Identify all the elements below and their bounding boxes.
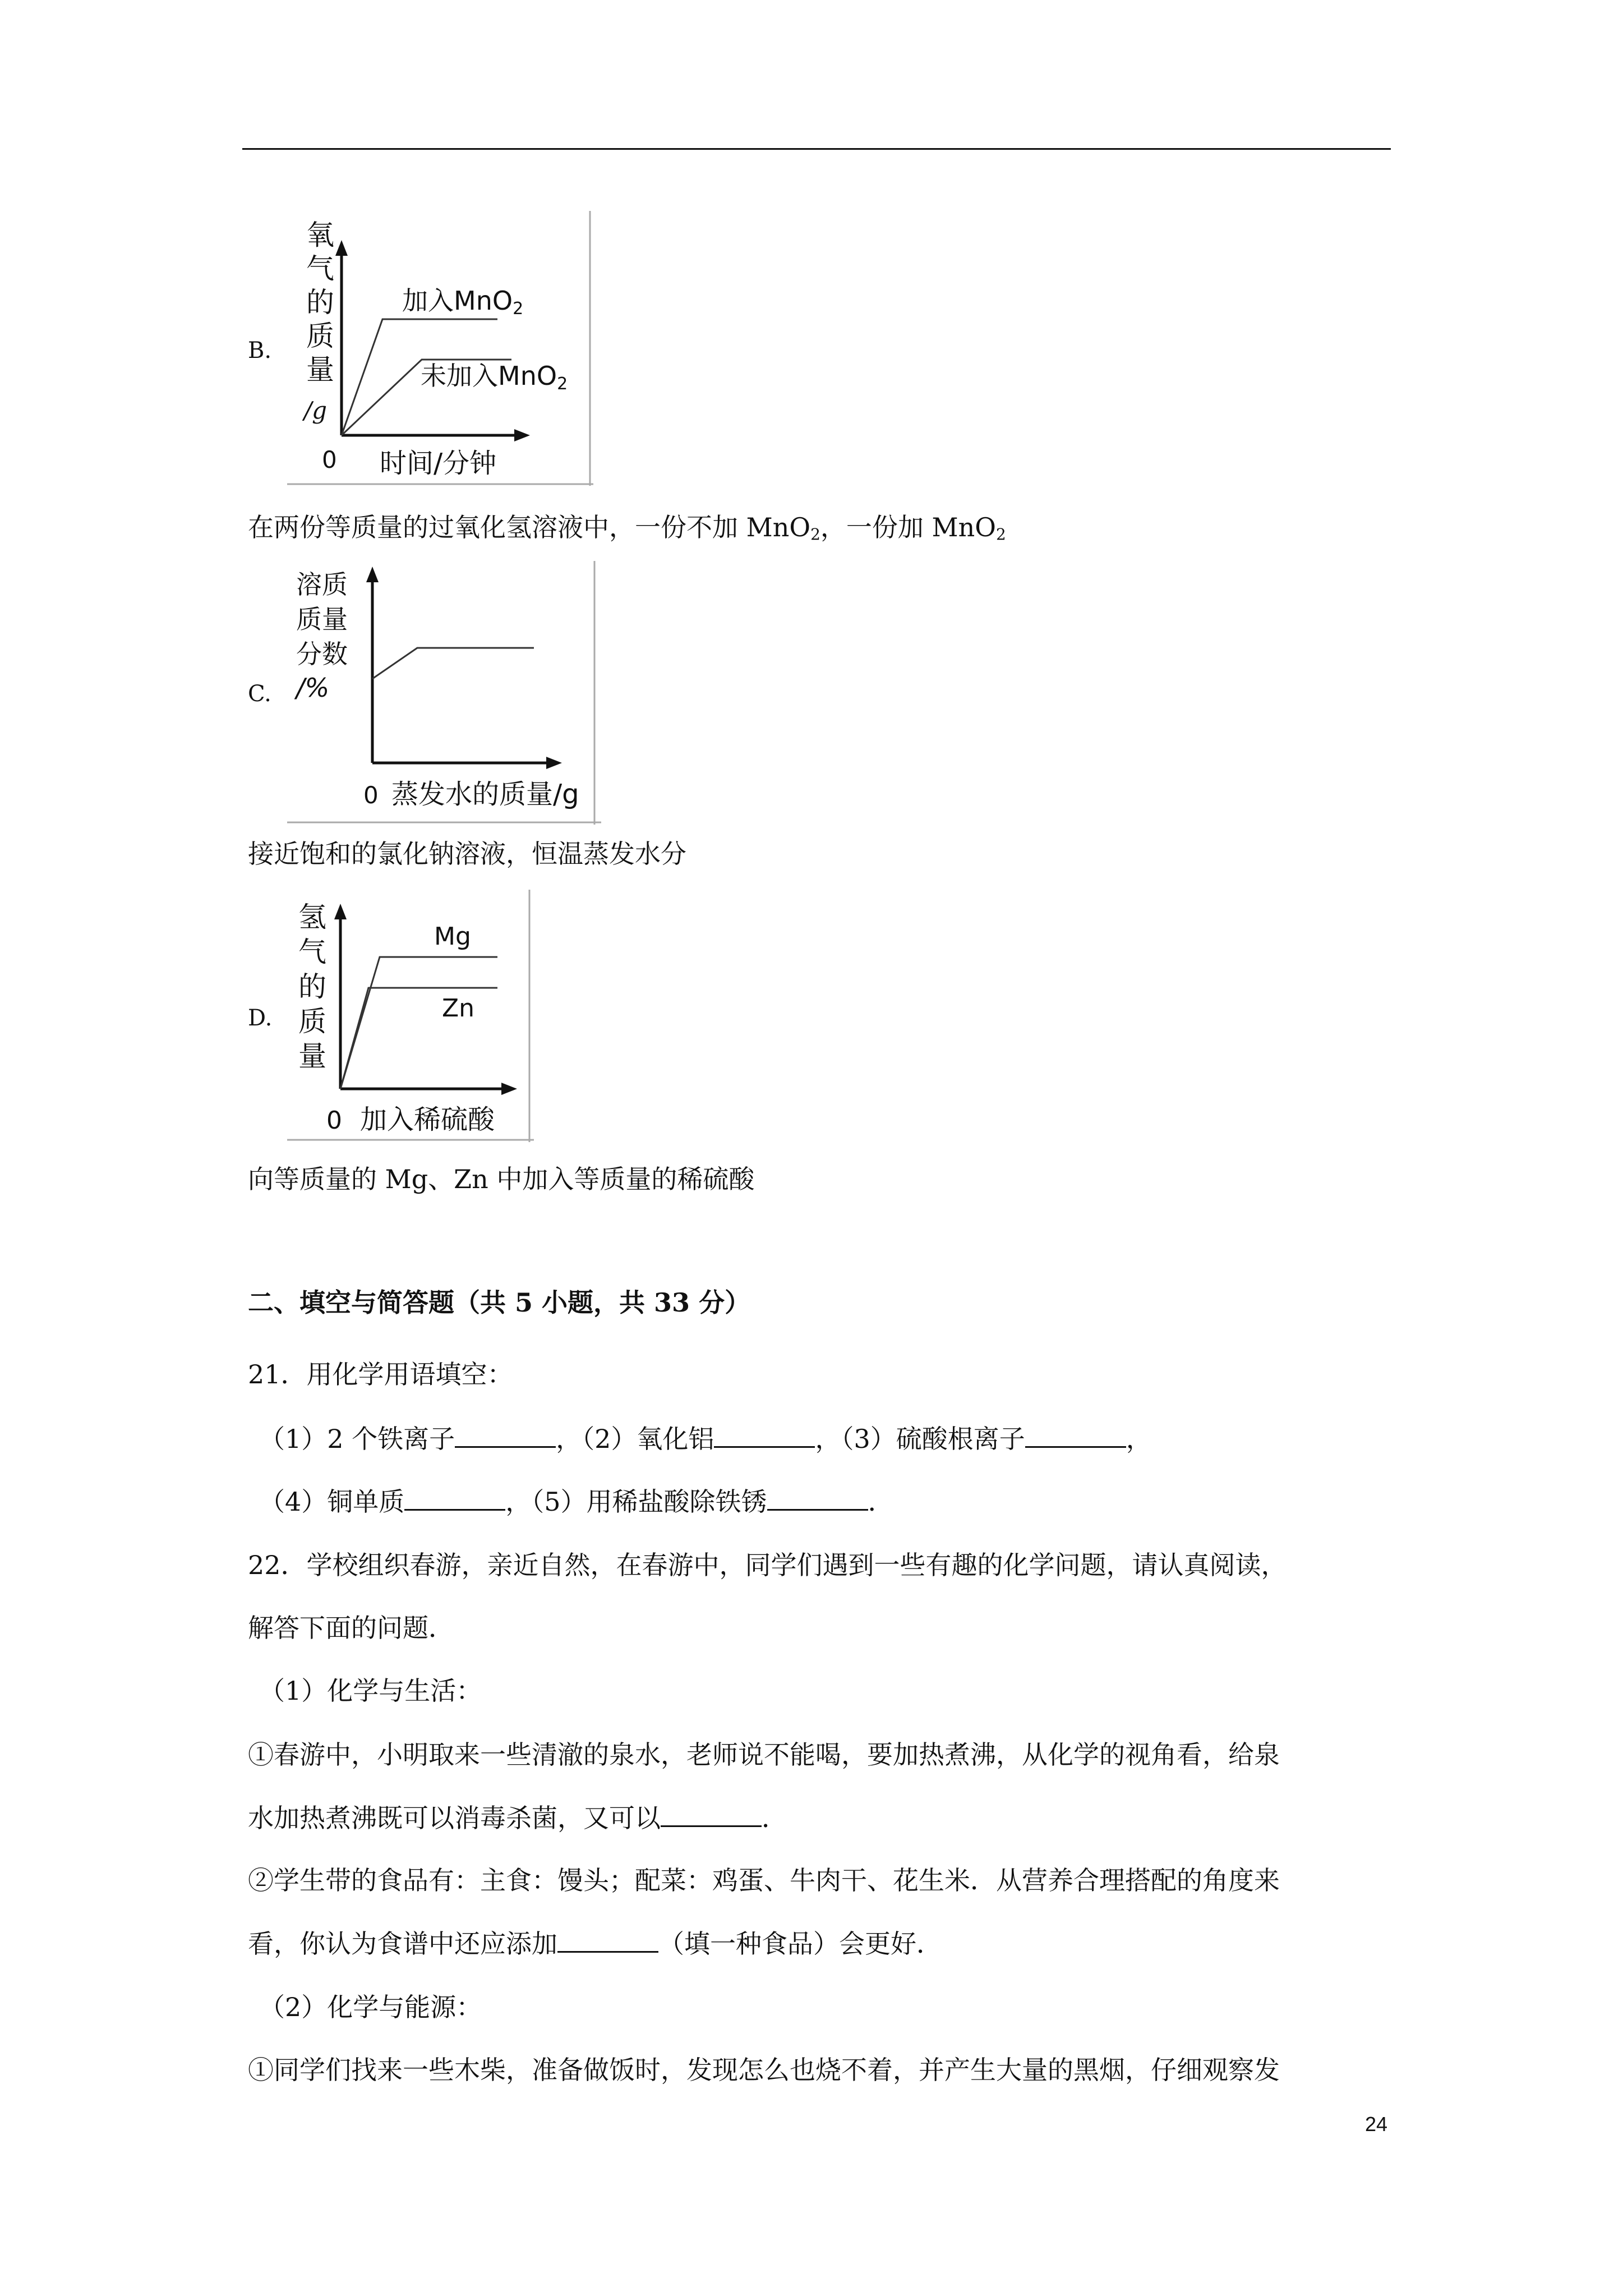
header-rule [242,148,1391,150]
q21-line1: （1）2 个铁离子 ，（2）氧化铝 ，（3）硫酸根离子 ， [259,1421,1152,1456]
figc-xlabel: 蒸发水的质量/g [391,779,579,810]
caption-d: 向等质量的 Mg、Zn 中加入等质量的稀硫酸 [248,1164,755,1194]
figc-ylabel-0: 溶质 [296,569,348,600]
answer-blank-3[interactable] [1025,1421,1126,1448]
figb-ylabel-0: 氧 [306,219,334,251]
figb-ylabel-2: 的 [306,286,334,319]
figure-d [287,890,534,1142]
figc-ylabel-1: 质量 [296,604,348,634]
section-title: 二、填空与简答题（共 5 小题，共 33 分） [248,1287,751,1318]
q22-sub2: （2）化学与能源： [259,1992,482,2022]
q22-item1-line2: 水加热煮沸既可以消毒杀菌，又可以 ． [248,1801,787,1835]
figd-series-a-label: Mg [434,922,471,951]
answer-blank-6[interactable] [661,1801,762,1827]
caption-c: 接近饱和的氯化钠溶液，恒温蒸发水分 [248,839,686,869]
figb-series-b-label: 未加入MnO2 [421,361,568,394]
figure-b [287,211,593,486]
figure-c [287,561,601,825]
q22-stem-line1: 22．学校组织春游，亲近自然，在春游中，同学们遇到一些有趣的化学问题，请认真阅读， [248,1550,1287,1580]
q22-item2-line1: ②学生带的食品有：主食：馒头；配菜：鸡蛋、牛肉干、花生米．从营养合理搭配的角度来 [248,1865,1280,1895]
answer-blank-5[interactable] [767,1484,868,1511]
figc-origin: 0 [363,781,379,809]
figc-series-line [372,648,534,679]
caption-b: 在两份等质量的过氧化氢溶液中，一份不加 MnO$_2$，一份加 MnO$_2$ [248,512,1006,544]
q21-stem: 21．用化学用语填空： [248,1359,513,1389]
q22-sub1: （1）化学与生活： [259,1676,482,1706]
figd-ylabel-1: 气 [298,936,326,968]
answer-blank-2[interactable] [714,1421,815,1448]
figd-series-mg [340,957,497,1089]
figb-xlabel: 时间/分钟 [380,448,497,479]
figb-origin: 0 [322,446,337,473]
q22-item3-line1: ①同学们找来一些木柴，准备做饭时，发现怎么也烧不着，并产生大量的黑烟，仔细观察发 [248,2055,1280,2085]
q22-item1-line1: ①春游中，小明取来一些清澈的泉水，老师说不能喝，要加热煮沸，从化学的视角看，给泉 [248,1740,1280,1770]
figb-yunit: /g [304,397,328,424]
q22-stem-line2: 解答下面的问题． [248,1613,454,1643]
q21-line2: （4）铜单质 ，（5）用稀盐酸除铁锈 ． [259,1484,894,1519]
figd-ylabel-4: 量 [298,1040,326,1073]
figb-series-a-label: 加入MnO2 [402,286,524,319]
figb-ylabel-3: 质 [306,320,334,352]
answer-blank-4[interactable] [404,1484,505,1511]
page-number: 24 [1365,2113,1388,2136]
option-b-label: B. [248,338,272,364]
figc-ylabel-2: 分数 [296,639,348,669]
figc-ylabel-3: /% [296,673,330,703]
option-c-label: C. [248,681,271,707]
figd-origin: 0 [326,1106,342,1135]
figd-series-b-label: Zn [442,994,475,1023]
option-d-label: D. [248,1005,273,1031]
figd-ylabel-0: 氢 [298,901,326,933]
figb-ylabel-1: 气 [306,252,334,285]
figd-ylabel-3: 质 [298,1005,326,1038]
figd-xlabel: 加入稀硫酸 [360,1104,495,1135]
figb-ylabel-4: 量 [306,353,334,386]
answer-blank-1[interactable] [455,1421,556,1448]
answer-blank-7[interactable] [557,1926,658,1953]
figd-ylabel-2: 的 [298,970,326,1003]
q22-item2-line2: 看，你认为食谱中还应添加 （填一种食品）会更好． [248,1926,942,1961]
